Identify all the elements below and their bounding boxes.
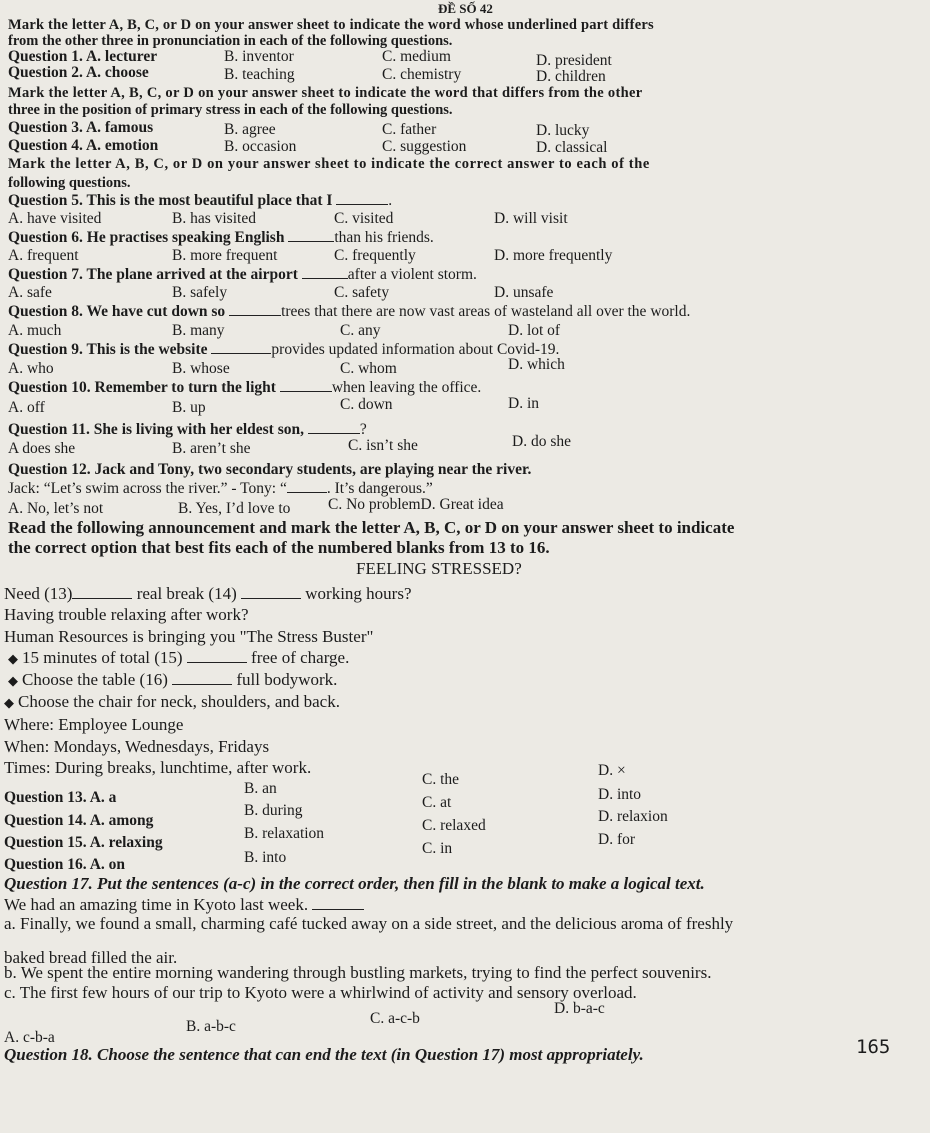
question-12-option-b[interactable]: B. Yes, I’d love to	[178, 500, 291, 517]
question-14-option-c[interactable]: C. at	[422, 794, 452, 811]
announcement-bullet1: ◆ 15 minutes of total (15) free of charge.	[8, 648, 350, 667]
question-2-option-b[interactable]: B. teaching	[224, 66, 295, 83]
question-17-option-d[interactable]: D. b-a-c	[554, 1000, 605, 1017]
answer-blank[interactable]	[302, 266, 348, 279]
section4-instruction-line2: the correct option that best fits each of the numbered blanks from 13 to 16.	[8, 538, 550, 557]
question-1-option-d[interactable]: D. president	[536, 52, 612, 69]
question-8-stem: Question 8. We have cut down so trees that there are now vast areas of wasteland all over the world.	[8, 303, 691, 320]
section3-instruction-line2: following questions.	[8, 175, 131, 191]
answer-blank[interactable]	[229, 303, 281, 316]
answer-blank[interactable]	[336, 192, 388, 205]
question-3-option-d[interactable]: D. lucky	[536, 122, 590, 139]
question-6-option-c[interactable]: C. frequently	[334, 247, 416, 264]
question-7-option-a[interactable]: A. safe	[8, 284, 52, 301]
question-7-option-d[interactable]: D. unsafe	[494, 284, 554, 301]
diamond-bullet-icon: ◆	[8, 651, 18, 666]
section3-instruction-line1: Mark the letter A, B, C, or D on your answer sheet to indicate the correct answer to each of the	[8, 156, 650, 172]
question-16-option-a[interactable]: Question 16. A. on	[4, 856, 126, 873]
question-12-dialogue: Jack: “Let’s swim across the river.” - Tony: “ . It’s dangerous.”	[8, 480, 433, 497]
question-8-option-b[interactable]: B. many	[172, 322, 225, 339]
question-11-option-a[interactable]: A does she	[8, 440, 76, 457]
sentence-a-line2: baked bread filled the air.	[4, 948, 178, 967]
answer-blank-17[interactable]	[312, 897, 364, 910]
section4-instruction-line1: Read the following announcement and mark the letter A, B, C, or D on your answer sheet to indicate	[8, 518, 735, 537]
sentence-b: b. We spent the entire morning wandering through bustling markets, trying to find the perfect souvenirs.	[4, 963, 712, 982]
question-11-option-d[interactable]: D. do she	[512, 433, 571, 450]
question-7-option-c[interactable]: C. safety	[334, 284, 390, 301]
question-8-option-d[interactable]: D. lot of	[508, 322, 561, 339]
section2-instruction-line1: Mark the letter A, B, C, or D on your answer sheet to indicate the word that differs from the other	[8, 85, 643, 101]
question-3-option-c[interactable]: C. father	[382, 121, 437, 138]
announcement-when: When: Mondays, Wednesdays, Fridays	[4, 737, 270, 756]
question-6-option-b[interactable]: B. more frequent	[172, 247, 278, 264]
question-11-option-b[interactable]: B. aren’t she	[172, 440, 251, 457]
question-14-option-a[interactable]: Question 14. A. among	[4, 812, 154, 829]
announcement-where: Where: Employee Lounge	[4, 715, 184, 734]
question-6-option-d[interactable]: D. more frequently	[494, 247, 613, 264]
question-2-option-d[interactable]: D. children	[536, 68, 606, 85]
question-5-stem: Question 5. This is the most beautiful place that I .	[8, 192, 393, 209]
diamond-bullet-icon: ◆	[8, 673, 18, 688]
answer-blank-15[interactable]	[187, 650, 247, 663]
answer-blank[interactable]	[287, 480, 327, 493]
question-3-option-a[interactable]: Question 3. A. famous	[8, 119, 154, 136]
question-15-option-c[interactable]: C. relaxed	[422, 817, 486, 834]
question-15-option-b[interactable]: B. relaxation	[244, 825, 325, 842]
answer-blank-14[interactable]	[241, 586, 301, 599]
question-10-option-c[interactable]: C. down	[340, 396, 393, 413]
question-18-prompt: Question 18. Choose the sentence that can end the text (in Question 17) most appropriately.	[4, 1045, 644, 1064]
question-15-option-a[interactable]: Question 15. A. relaxing	[4, 834, 163, 851]
announcement-bullet2: ◆ Choose the table (16) full bodywork.	[8, 670, 338, 689]
question-7-stem: Question 7. The plane arrived at the airport after a violent storm.	[8, 266, 477, 283]
question-17-option-b[interactable]: B. a-b-c	[186, 1018, 236, 1035]
question-4-option-a[interactable]: Question 4. A. emotion	[8, 137, 159, 154]
question-8-option-c[interactable]: C. any	[340, 322, 381, 339]
answer-blank[interactable]	[280, 379, 332, 392]
sentence-a-line1: a. Finally, we found a small, charming café tucked away on a side street, and the delicious aroma of freshly	[4, 914, 734, 933]
answer-blank-16[interactable]	[172, 672, 232, 685]
question-9-option-c[interactable]: C. whom	[340, 360, 397, 377]
question-5-option-b[interactable]: B. has visited	[172, 210, 256, 227]
question-16-option-c[interactable]: C. in	[422, 840, 453, 857]
question-9-stem: Question 9. This is the website provides updated information about Covid-19.	[8, 341, 560, 358]
section2-instruction-line2: three in the position of primary stress in each of the following questions.	[8, 102, 453, 118]
question-1-option-b[interactable]: B. inventor	[224, 48, 294, 65]
question-17-prompt: Question 17. Put the sentences (a-c) in the correct order, then fill in the blank to make a logical text.	[4, 874, 705, 893]
question-17-option-c[interactable]: C. a-c-b	[370, 1010, 420, 1027]
question-1-option-a[interactable]: Question 1. A. lecturer	[8, 48, 158, 65]
question-2-option-a[interactable]: Question 2. A. choose	[8, 64, 149, 81]
answer-blank[interactable]	[308, 421, 360, 434]
question-16-option-d[interactable]: D. for	[598, 831, 636, 848]
announcement-line3: Human Resources is bringing you "The Stress Buster"	[4, 627, 374, 646]
question-14-option-d[interactable]: D. into	[598, 786, 642, 803]
question-10-option-a[interactable]: A. off	[8, 399, 45, 416]
diamond-bullet-icon: ◆	[4, 695, 14, 710]
question-9-option-d[interactable]: D. which	[508, 356, 565, 373]
answer-blank[interactable]	[288, 229, 334, 242]
question-9-option-b[interactable]: B. whose	[172, 360, 230, 377]
question-11-option-c[interactable]: C. isn’t she	[348, 437, 418, 454]
question-5-option-a[interactable]: A. have visited	[8, 210, 102, 227]
question-13-option-d[interactable]: D. ×	[598, 762, 626, 779]
exam-header: ĐỀ SỐ 42	[438, 1, 493, 16]
question-4-option-c[interactable]: C. suggestion	[382, 138, 467, 155]
question-13-option-c[interactable]: C. the	[422, 771, 460, 788]
question-10-option-d[interactable]: D. in	[508, 395, 539, 412]
announcement-line2: Having trouble relaxing after work?	[4, 605, 249, 624]
answer-blank[interactable]	[211, 341, 271, 354]
question-17-option-a[interactable]: A. c-b-a	[4, 1029, 55, 1046]
question-2-option-c[interactable]: C. chemistry	[382, 66, 462, 83]
announcement-line1: Need (13) real break (14) working hours?	[4, 584, 412, 603]
question-13-option-b[interactable]: B. an	[244, 780, 277, 797]
announcement-times: Times: During breaks, lunchtime, after work.	[4, 758, 312, 777]
announcement-bullet3: ◆ Choose the chair for neck, shoulders, and back.	[4, 692, 340, 711]
section1-instruction-line2: from the other three in pronunciation in each of the following questions.	[8, 33, 453, 49]
announcement-title: FEELING STRESSED?	[356, 559, 522, 578]
question-3-option-b[interactable]: B. agree	[224, 121, 276, 138]
question-10-option-b[interactable]: B. up	[172, 399, 206, 416]
question-11-stem: Question 11. She is living with her eldest son, ?	[8, 421, 367, 438]
question-6-option-a[interactable]: A. frequent	[8, 247, 79, 264]
handwritten-page-number: 165	[856, 1036, 891, 1058]
question-7-option-b[interactable]: B. safely	[172, 284, 228, 301]
question-9-option-a[interactable]: A. who	[8, 360, 54, 377]
question-16-option-b[interactable]: B. into	[244, 849, 287, 866]
question-1-option-c[interactable]: C. medium	[382, 48, 451, 65]
question-17-intro: We had an amazing time in Kyoto last week.	[4, 895, 364, 915]
question-4-option-d[interactable]: D. classical	[536, 139, 608, 156]
question-10-stem: Question 10. Remember to turn the light when leaving the office.	[8, 379, 482, 396]
question-5-option-d[interactable]: D. will visit	[494, 210, 568, 227]
question-5-option-c[interactable]: C. visited	[334, 210, 394, 227]
question-8-option-a[interactable]: A. much	[8, 322, 62, 339]
sentence-c: c. The first few hours of our trip to Kyoto were a whirlwind of activity and sensory overload.	[4, 983, 637, 1002]
question-12-option-a[interactable]: A. No, let’s not	[8, 500, 104, 517]
question-15-option-d[interactable]: D. relaxion	[598, 808, 668, 825]
question-4-option-b[interactable]: B. occasion	[224, 138, 297, 155]
question-14-option-b[interactable]: B. during	[244, 802, 303, 819]
answer-blank-13[interactable]	[72, 586, 132, 599]
question-12-option-cd[interactable]: C. No problemD. Great idea	[328, 496, 504, 513]
section1-instruction-line1: Mark the letter A, B, C, or D on your answer sheet to indicate the word whose underlined part differs	[8, 17, 654, 33]
question-13-option-a[interactable]: Question 13. A. a	[4, 789, 117, 806]
question-6-stem: Question 6. He practises speaking English than his friends.	[8, 229, 434, 246]
question-12-stem: Question 12. Jack and Tony, two secondary students, are playing near the river.	[8, 461, 532, 478]
